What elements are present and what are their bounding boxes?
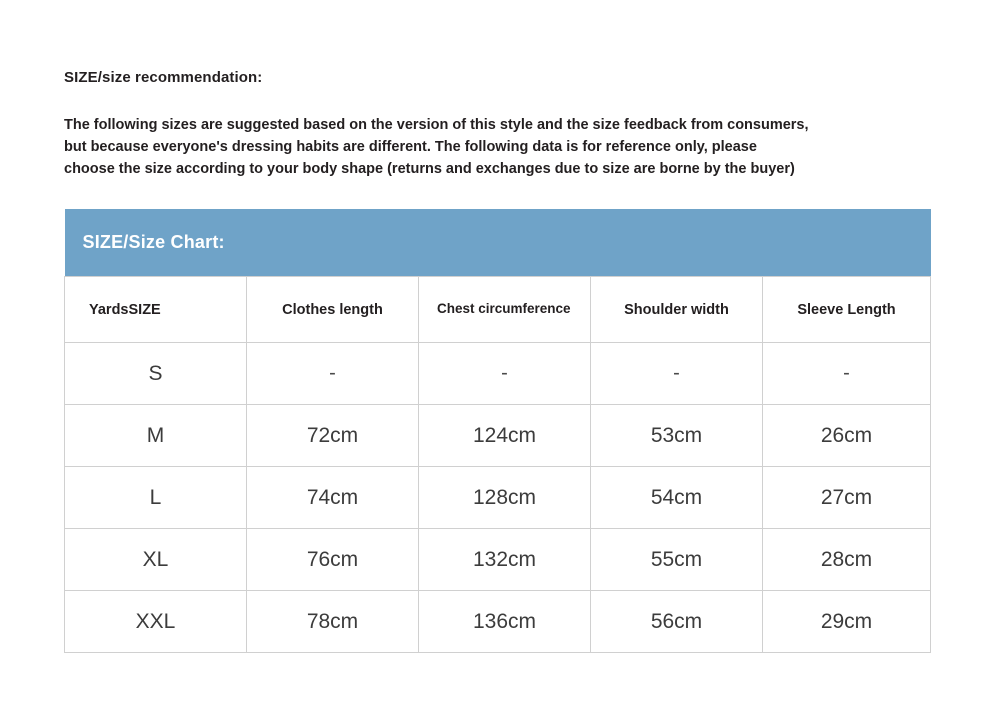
intro-line-2: but because everyone's dressing habits are different. The following data is for reference only, please: [64, 138, 757, 155]
cell-clothes-length: 78cm: [247, 591, 419, 653]
page-title: SIZE/size recommendation:: [64, 69, 263, 86]
cell-size: S: [65, 343, 247, 405]
cell-shoulder: -: [591, 343, 763, 405]
column-header-size: YardsSIZE: [65, 277, 247, 343]
size-chart-table: [64, 209, 931, 654]
table-row: [65, 467, 931, 529]
column-header-clothes-length: Clothes length: [247, 277, 419, 343]
table-title-row: [65, 209, 931, 277]
cell-shoulder: 54cm: [591, 467, 763, 529]
table-header-row: [65, 277, 931, 343]
cell-shoulder: 53cm: [591, 405, 763, 467]
intro-line-1: The following sizes are suggested based on the version of this style and the size feedback from consumers,: [64, 116, 809, 133]
column-header-sleeve-length: Sleeve Length: [763, 277, 931, 343]
cell-shoulder: 55cm: [591, 529, 763, 591]
cell-size: XL: [65, 529, 247, 591]
cell-chest: -: [419, 343, 591, 405]
cell-size: XXL: [65, 591, 247, 653]
table-title: SIZE/Size Chart:: [65, 209, 931, 277]
table-row: [65, 529, 931, 591]
table-row: [65, 405, 931, 467]
cell-clothes-length: 76cm: [247, 529, 419, 591]
intro-paragraph: [64, 114, 936, 181]
cell-chest: 136cm: [419, 591, 591, 653]
cell-sleeve: 28cm: [763, 529, 931, 591]
cell-shoulder: 56cm: [591, 591, 763, 653]
table-row: [65, 591, 931, 653]
cell-chest: 124cm: [419, 405, 591, 467]
cell-sleeve: 29cm: [763, 591, 931, 653]
table-row: [65, 343, 931, 405]
cell-sleeve: 26cm: [763, 405, 931, 467]
column-header-chest-circumference: Chest circumference: [419, 277, 591, 343]
column-header-shoulder-width: Shoulder width: [591, 277, 763, 343]
cell-size: M: [65, 405, 247, 467]
cell-chest: 132cm: [419, 529, 591, 591]
cell-clothes-length: 72cm: [247, 405, 419, 467]
cell-size: L: [65, 467, 247, 529]
intro-line-3: choose the size according to your body shape (returns and exchanges due to size are borne by the buyer): [64, 161, 795, 178]
cell-chest: 128cm: [419, 467, 591, 529]
cell-clothes-length: 74cm: [247, 467, 419, 529]
cell-sleeve: -: [763, 343, 931, 405]
cell-clothes-length: -: [247, 343, 419, 405]
cell-sleeve: 27cm: [763, 467, 931, 529]
